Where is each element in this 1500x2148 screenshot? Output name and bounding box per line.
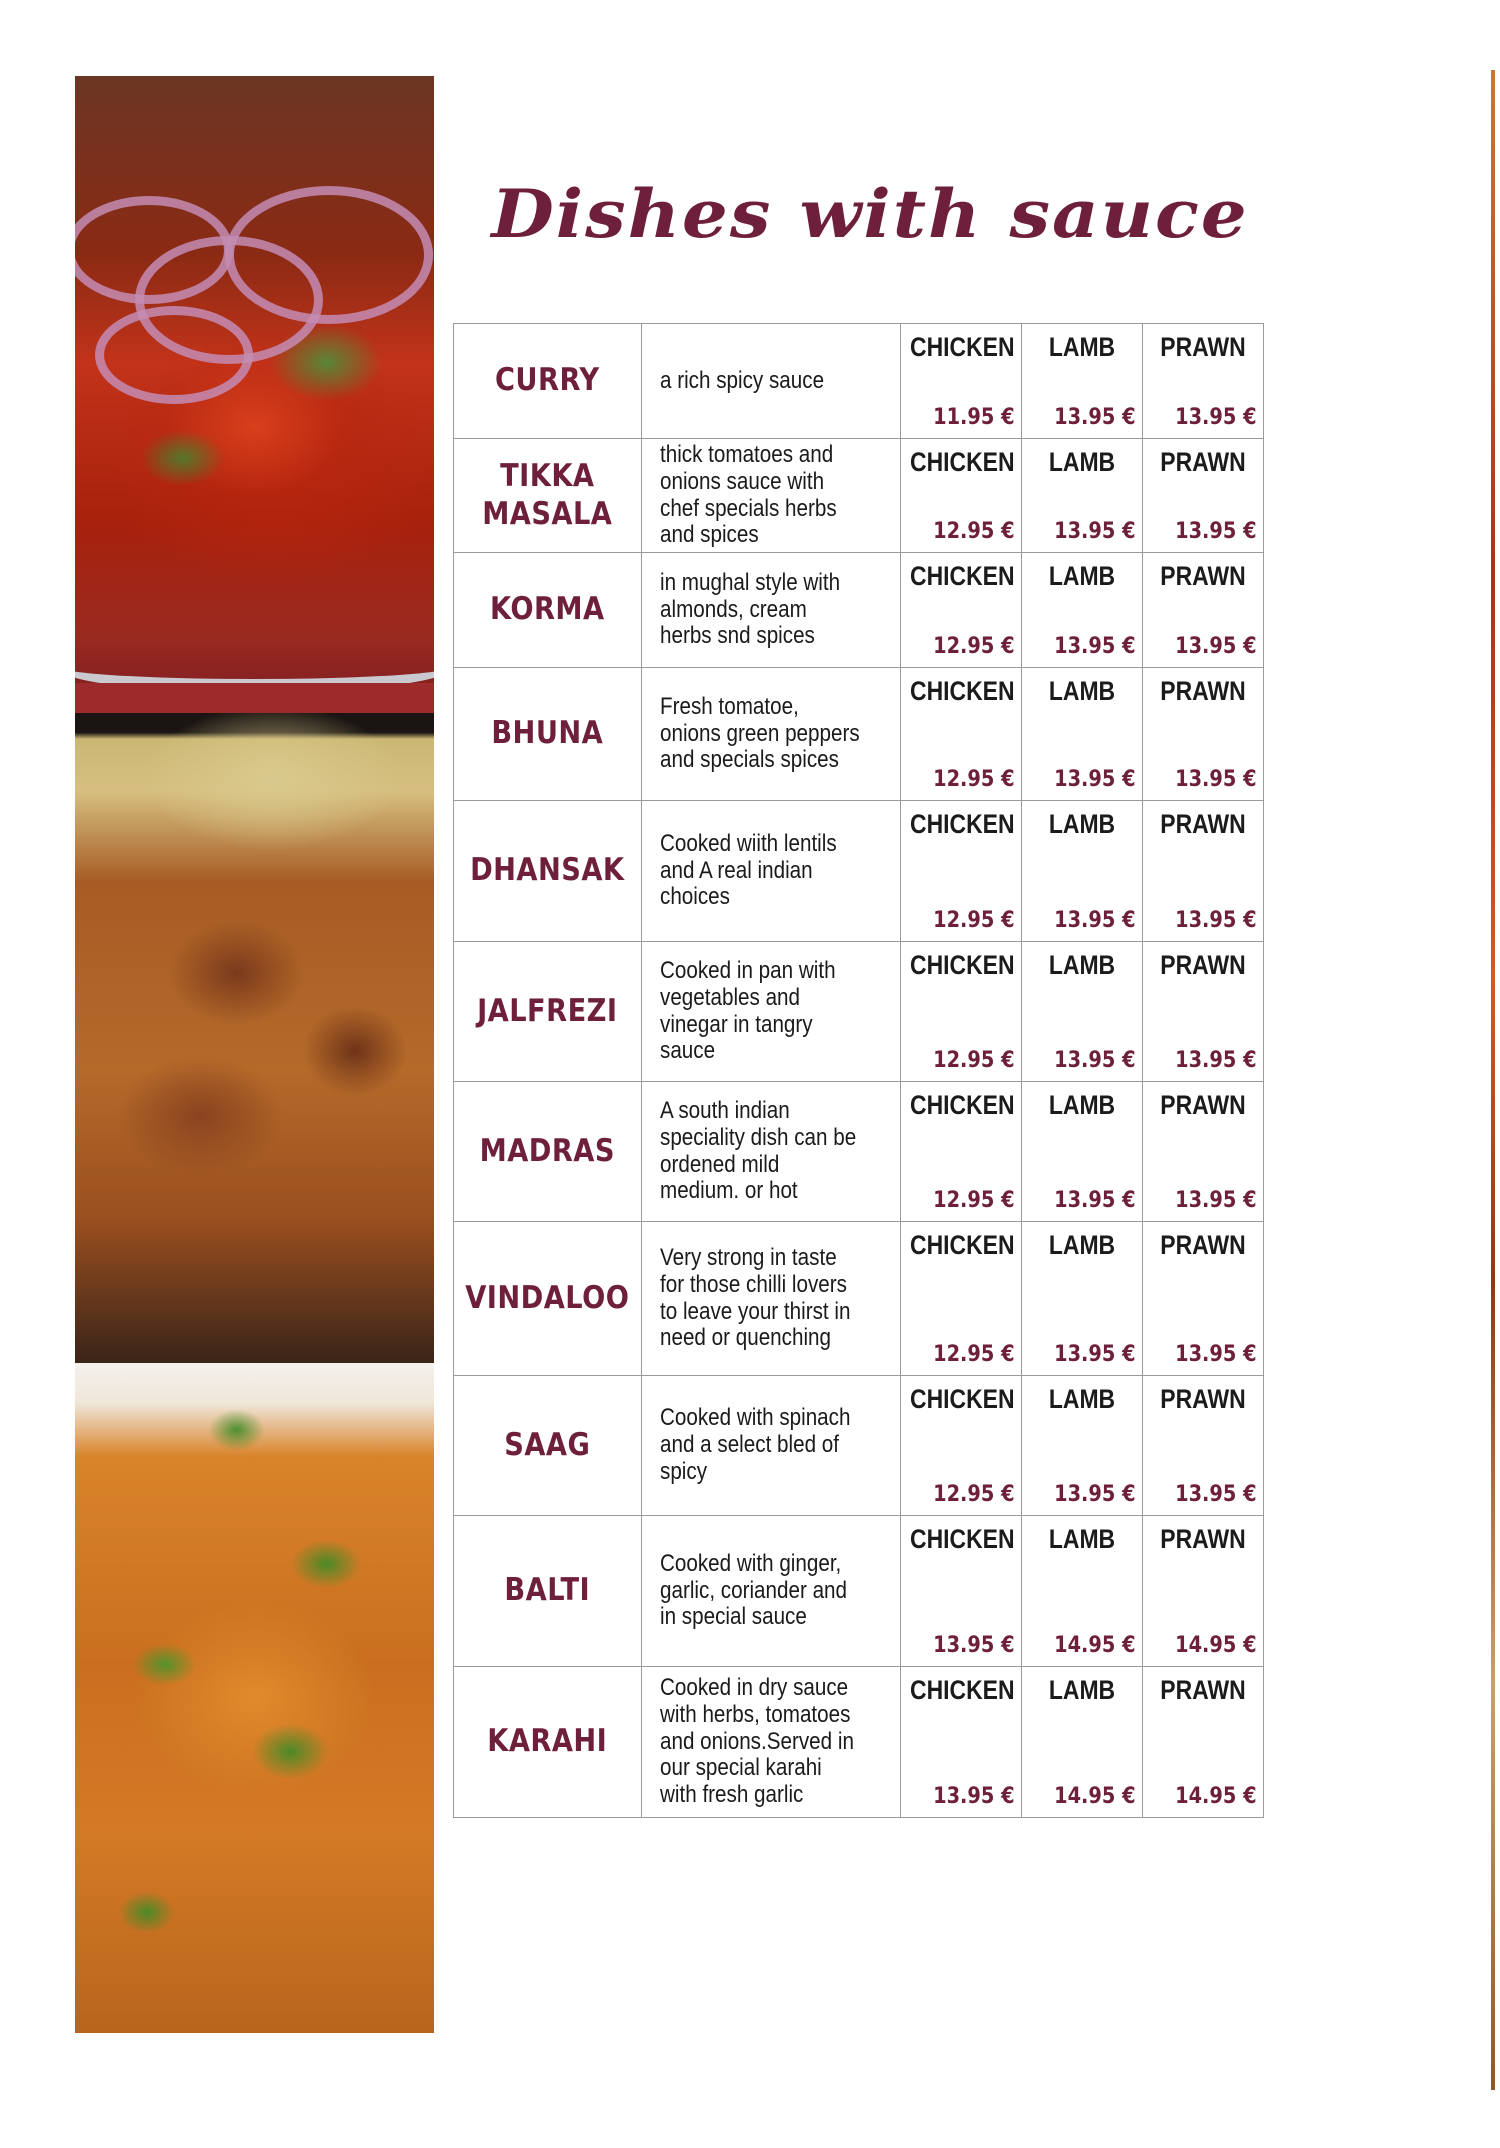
chicken-label: CHICKEN <box>909 1675 1015 1705</box>
lamb-label: LAMB <box>1048 676 1115 706</box>
chicken-price: 11.95 € <box>933 405 1015 430</box>
dish-description: Fresh tomatoe, onions green peppers and specials spices <box>659 692 860 774</box>
dish-name: TIKKA MASALA <box>482 458 613 532</box>
dish-row <box>454 668 1264 801</box>
lamb-price-cell <box>1021 439 1142 553</box>
dish-name: VINDALOO <box>465 1279 630 1316</box>
dish-description: a rich spicy sauce <box>659 366 824 394</box>
lamb-price-cell <box>1021 1082 1142 1222</box>
chicken-label: CHICKEN <box>909 1090 1015 1120</box>
prawn-price-cell <box>1142 1667 1263 1818</box>
dish-description-cell <box>641 801 900 942</box>
chicken-price-cell <box>900 801 1021 942</box>
dish-name: BHUNA <box>491 715 604 752</box>
prawn-label: PRAWN <box>1159 561 1246 591</box>
dish-description: Very strong in taste for those chilli lovers to leave your thirst in need or quenching <box>659 1243 850 1352</box>
lamb-label: LAMB <box>1048 1675 1115 1705</box>
lamb-price-cell <box>1021 553 1142 668</box>
chicken-label: CHICKEN <box>909 1524 1015 1554</box>
curry-photo <box>75 76 434 713</box>
dish-description-cell <box>641 1222 900 1376</box>
dish-name-cell <box>454 553 642 668</box>
chicken-price: 13.95 € <box>933 1633 1015 1658</box>
lamb-price: 14.95 € <box>1054 1784 1136 1809</box>
prawn-price: 13.95 € <box>1175 1188 1257 1213</box>
dish-description-cell <box>641 668 900 801</box>
prawn-cell-inner <box>1143 439 1263 552</box>
dish-description: Cooked with ginger, garlic, coriander and in special sauce <box>659 1549 847 1631</box>
prawn-cell-inner <box>1143 1082 1263 1221</box>
prawn-price: 13.95 € <box>1175 1342 1257 1367</box>
chicken-cell-inner <box>901 942 1021 1081</box>
dish-description: A south indian speciality dish can be ordened mild medium. or hot <box>659 1096 856 1205</box>
dish-name: CURRY <box>494 362 600 399</box>
dish-name-cell <box>454 1516 642 1667</box>
lamb-cell-inner <box>1022 553 1142 667</box>
chicken-price-cell <box>900 1376 1021 1516</box>
dish-description-wrap <box>642 801 900 941</box>
prawn-label: PRAWN <box>1159 1090 1246 1120</box>
lamb-price-cell <box>1021 668 1142 801</box>
dish-row <box>454 439 1264 553</box>
prawn-price: 13.95 € <box>1175 908 1257 933</box>
prawn-cell-inner <box>1143 1222 1263 1375</box>
chicken-cell-inner <box>901 668 1021 800</box>
chicken-price: 12.95 € <box>933 519 1015 544</box>
dish-row <box>454 1667 1264 1818</box>
dish-row <box>454 324 1264 439</box>
lamb-cell-inner <box>1022 1516 1142 1666</box>
dish-description-wrap <box>642 1082 900 1221</box>
chicken-price: 12.95 € <box>933 767 1015 792</box>
dish-name-cell <box>454 1222 642 1376</box>
lamb-label: LAMB <box>1048 1230 1115 1260</box>
prawn-cell-inner <box>1143 942 1263 1081</box>
lamb-price-cell <box>1021 942 1142 1082</box>
dish-description-wrap <box>642 1222 900 1375</box>
dish-description: thick tomatoes and onions sauce with chef specials herbs and spices <box>659 440 837 549</box>
chicken-price-cell <box>900 1516 1021 1667</box>
chicken-price-cell <box>900 439 1021 553</box>
dish-name-cell <box>454 1082 642 1222</box>
prawn-price: 14.95 € <box>1175 1633 1257 1658</box>
chicken-cell-inner <box>901 801 1021 941</box>
lamb-cell-inner <box>1022 942 1142 1081</box>
chicken-cell-inner <box>901 1222 1021 1375</box>
chicken-label: CHICKEN <box>909 809 1015 839</box>
lamb-label: LAMB <box>1048 1090 1115 1120</box>
chicken-cell-inner <box>901 324 1021 438</box>
dish-description-wrap <box>642 439 900 552</box>
dish-row <box>454 1516 1264 1667</box>
chicken-price-cell <box>900 1082 1021 1222</box>
lamb-price: 13.95 € <box>1054 767 1136 792</box>
lamb-price-cell <box>1021 1667 1142 1818</box>
dish-description: in mughal style with almonds, cream herbs snd spices <box>659 568 840 650</box>
lamb-label: LAMB <box>1048 1384 1115 1414</box>
prawn-price-cell <box>1142 942 1263 1082</box>
dish-description: Cooked in pan with vegetables and vinegar in tangry sauce <box>659 956 836 1065</box>
dish-row <box>454 801 1264 942</box>
chicken-cell-inner <box>901 1667 1021 1817</box>
prawn-price: 14.95 € <box>1175 1784 1257 1809</box>
prawn-price: 13.95 € <box>1175 1048 1257 1073</box>
prawn-price: 13.95 € <box>1175 1482 1257 1507</box>
prawn-price-cell <box>1142 439 1263 553</box>
chicken-price: 12.95 € <box>933 634 1015 659</box>
lamb-label: LAMB <box>1048 561 1115 591</box>
prawn-price: 13.95 € <box>1175 767 1257 792</box>
prawn-price-cell <box>1142 1222 1263 1376</box>
dish-description-cell <box>641 439 900 553</box>
dish-row <box>454 1082 1264 1222</box>
chicken-price: 12.95 € <box>933 908 1015 933</box>
lamb-cell-inner <box>1022 439 1142 552</box>
lamb-price: 14.95 € <box>1054 1633 1136 1658</box>
lamb-price: 13.95 € <box>1054 519 1136 544</box>
chicken-label: CHICKEN <box>909 1384 1015 1414</box>
chicken-label: CHICKEN <box>909 561 1015 591</box>
menu-table <box>453 323 1264 1818</box>
chicken-label: CHICKEN <box>909 1230 1015 1260</box>
lamb-price: 13.95 € <box>1054 634 1136 659</box>
lamb-price-cell <box>1021 324 1142 439</box>
chicken-cell-inner <box>901 1082 1021 1221</box>
prawn-price-cell <box>1142 324 1263 439</box>
dish-name-cell <box>454 324 642 439</box>
prawn-label: PRAWN <box>1159 1675 1246 1705</box>
lamb-cell-inner <box>1022 1667 1142 1817</box>
prawn-cell-inner <box>1143 1516 1263 1666</box>
prawn-label: PRAWN <box>1159 1384 1246 1414</box>
lamb-price: 13.95 € <box>1054 1048 1136 1073</box>
lamb-curry-photo <box>75 713 434 1363</box>
dish-name: SAAG <box>504 1426 591 1463</box>
chicken-price-cell <box>900 553 1021 668</box>
prawn-cell-inner <box>1143 1376 1263 1515</box>
chicken-label: CHICKEN <box>909 676 1015 706</box>
dish-description-cell <box>641 1376 900 1516</box>
chicken-price-cell <box>900 324 1021 439</box>
dish-description-wrap <box>642 1667 900 1817</box>
prawn-label: PRAWN <box>1159 332 1246 362</box>
chicken-price: 12.95 € <box>933 1482 1015 1507</box>
lamb-label: LAMB <box>1048 809 1115 839</box>
dish-name: MADRAS <box>479 1132 615 1169</box>
prawn-label: PRAWN <box>1159 676 1246 706</box>
lamb-price: 13.95 € <box>1054 1188 1136 1213</box>
dish-name: JALFREZI <box>477 992 618 1029</box>
dish-name: BALTI <box>504 1572 591 1609</box>
dish-name-cell <box>454 439 642 553</box>
chicken-price: 12.95 € <box>933 1048 1015 1073</box>
dish-name-cell <box>454 942 642 1082</box>
lamb-cell-inner <box>1022 324 1142 438</box>
dish-description: Cooked wiith lentils and A real indian choices <box>659 829 837 911</box>
dish-row <box>454 553 1264 668</box>
prawn-cell-inner <box>1143 668 1263 800</box>
lamb-label: LAMB <box>1048 950 1115 980</box>
lamb-cell-inner <box>1022 668 1142 800</box>
dish-name-cell <box>454 1667 642 1818</box>
dish-name-cell <box>454 1376 642 1516</box>
dish-row <box>454 1376 1264 1516</box>
dish-name: KARAHI <box>487 1723 608 1760</box>
prawn-label: PRAWN <box>1159 1524 1246 1554</box>
chicken-label: CHICKEN <box>909 447 1015 477</box>
lamb-price: 13.95 € <box>1054 908 1136 933</box>
lamb-price: 13.95 € <box>1054 1342 1136 1367</box>
dish-description-cell <box>641 942 900 1082</box>
chicken-cell-inner <box>901 1376 1021 1515</box>
lamb-cell-inner <box>1022 1376 1142 1515</box>
dish-description: Cooked in dry sauce with herbs, tomatoes and onions.Served in our special karahi with fresh garlic <box>659 1673 854 1809</box>
prawn-label: PRAWN <box>1159 1230 1246 1260</box>
prawn-cell-inner <box>1143 324 1263 438</box>
dish-name: KORMA <box>489 591 605 628</box>
dish-description-cell <box>641 1667 900 1818</box>
prawn-cell-inner <box>1143 1667 1263 1817</box>
chicken-cell-inner <box>901 1516 1021 1666</box>
prawn-price-cell <box>1142 1082 1263 1222</box>
lamb-label: LAMB <box>1048 1524 1115 1554</box>
lamb-cell-inner <box>1022 1222 1142 1375</box>
chicken-price-cell <box>900 1667 1021 1818</box>
chicken-label: CHICKEN <box>909 332 1015 362</box>
dish-description: Cooked with spinach and a select bled of spicy <box>659 1404 851 1485</box>
photo-base <box>75 683 434 713</box>
chicken-price-cell <box>900 668 1021 801</box>
lamb-price-cell <box>1021 1222 1142 1376</box>
dish-description-cell <box>641 1082 900 1222</box>
prawn-price-cell <box>1142 1516 1263 1667</box>
dish-name-cell <box>454 801 642 942</box>
dish-description-wrap <box>642 1516 900 1666</box>
dish-description-wrap <box>642 942 900 1081</box>
chicken-price-cell <box>900 1222 1021 1376</box>
prawn-price-cell <box>1142 553 1263 668</box>
dish-description-wrap <box>642 1376 900 1515</box>
lamb-price-cell <box>1021 1376 1142 1516</box>
chicken-label: CHICKEN <box>909 950 1015 980</box>
lamb-label: LAMB <box>1048 447 1115 477</box>
chicken-curry-photo <box>75 1363 434 2033</box>
dish-name-cell <box>454 668 642 801</box>
chicken-price-cell <box>900 942 1021 1082</box>
lamb-price-cell <box>1021 801 1142 942</box>
chicken-price: 13.95 € <box>933 1784 1015 1809</box>
edge-photo-strip <box>1491 70 1495 2090</box>
dish-description-wrap <box>642 668 900 800</box>
dish-description-wrap <box>642 324 900 438</box>
prawn-price: 13.95 € <box>1175 519 1257 544</box>
onion-ring <box>225 186 433 324</box>
dish-description-cell <box>641 553 900 668</box>
lamb-cell-inner <box>1022 801 1142 941</box>
dish-description-cell <box>641 324 900 439</box>
chicken-price: 12.95 € <box>933 1342 1015 1367</box>
prawn-cell-inner <box>1143 553 1263 667</box>
prawn-label: PRAWN <box>1159 809 1246 839</box>
prawn-price: 13.95 € <box>1175 405 1257 430</box>
prawn-price-cell <box>1142 668 1263 801</box>
prawn-price: 13.95 € <box>1175 634 1257 659</box>
prawn-cell-inner <box>1143 801 1263 941</box>
chicken-cell-inner <box>901 553 1021 667</box>
chicken-price: 12.95 € <box>933 1188 1015 1213</box>
lamb-price-cell <box>1021 1516 1142 1667</box>
lamb-label: LAMB <box>1048 332 1115 362</box>
prawn-price-cell <box>1142 801 1263 942</box>
dish-description-cell <box>641 1516 900 1667</box>
chicken-cell-inner <box>901 439 1021 552</box>
lamb-cell-inner <box>1022 1082 1142 1221</box>
prawn-label: PRAWN <box>1159 447 1246 477</box>
dish-row <box>454 1222 1264 1376</box>
onion-ring <box>95 306 253 404</box>
prawn-label: PRAWN <box>1159 950 1246 980</box>
lamb-price: 13.95 € <box>1054 1482 1136 1507</box>
page-title: Dishes with sauce <box>491 174 1249 253</box>
dish-description-wrap <box>642 553 900 667</box>
lamb-price: 13.95 € <box>1054 405 1136 430</box>
menu-body <box>454 324 1264 1818</box>
prawn-price-cell <box>1142 1376 1263 1516</box>
dish-row <box>454 942 1264 1082</box>
dish-name: DHANSAK <box>470 852 625 889</box>
